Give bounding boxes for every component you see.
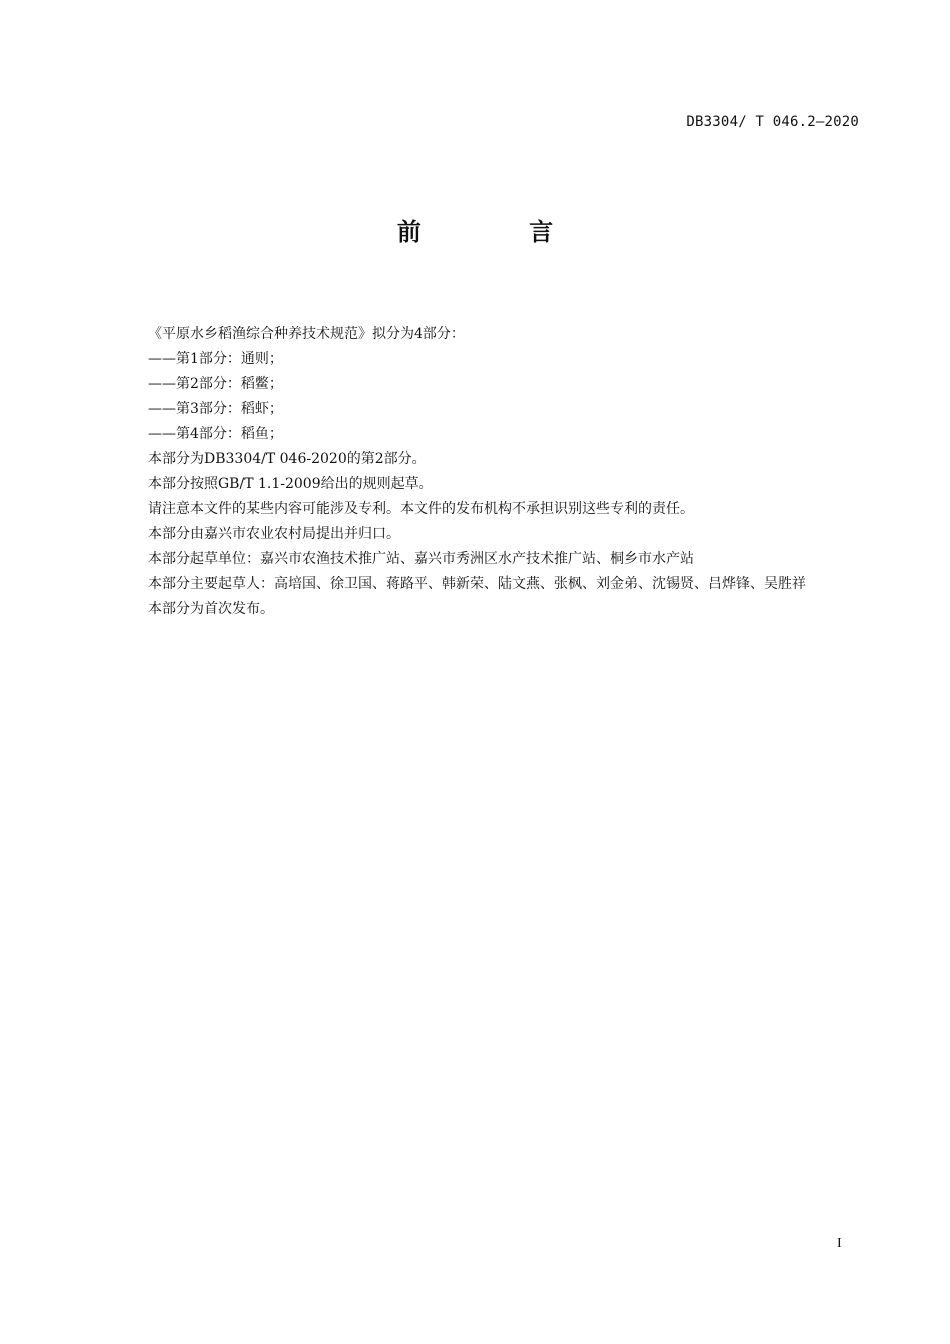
paragraph-drafting-rules: 本部分按照GB/T 1.1-2009给出的规则起草。 xyxy=(148,476,433,492)
paragraph-drafters: 本部分主要起草人：高培国、徐卫国、蒋路平、韩新荣、陆文燕、张枫、刘金弟、沈锡贤、吕烨锋、吴胜祥 xyxy=(148,576,806,592)
list-item-part-1: ——第1部分：通则； xyxy=(148,351,283,367)
paragraph-part-statement: 本部分为DB3304/T 046-2020的第2部分。 xyxy=(148,451,426,467)
paragraph-first-release: 本部分为首次发布。 xyxy=(148,601,274,617)
page-title: 前 言 xyxy=(396,218,604,246)
list-item-part-3: ——第3部分：稻虾； xyxy=(148,401,283,417)
page-number: I xyxy=(837,1236,842,1251)
document-code: DB3304/ T 046.2—2020 xyxy=(686,114,859,130)
paragraph-patent-notice: 请注意本文件的某些内容可能涉及专利。本文件的发布机构不承担识别这些专利的责任。 xyxy=(148,501,694,517)
paragraph-series-intro: 《平原水乡稻渔综合种养技术规范》拟分为4部分： xyxy=(148,326,465,342)
foreword-body xyxy=(113,322,863,622)
list-item-part-2: ——第2部分：稻鳖； xyxy=(148,376,283,392)
list-item-part-4: ——第4部分：稻鱼； xyxy=(148,426,283,442)
paragraph-drafting-units: 本部分起草单位：嘉兴市农渔技术推广站、嘉兴市秀洲区水产技术推广站、桐乡市水产站 xyxy=(148,551,694,567)
paragraph-proposer: 本部分由嘉兴市农业农村局提出并归口。 xyxy=(148,526,400,542)
